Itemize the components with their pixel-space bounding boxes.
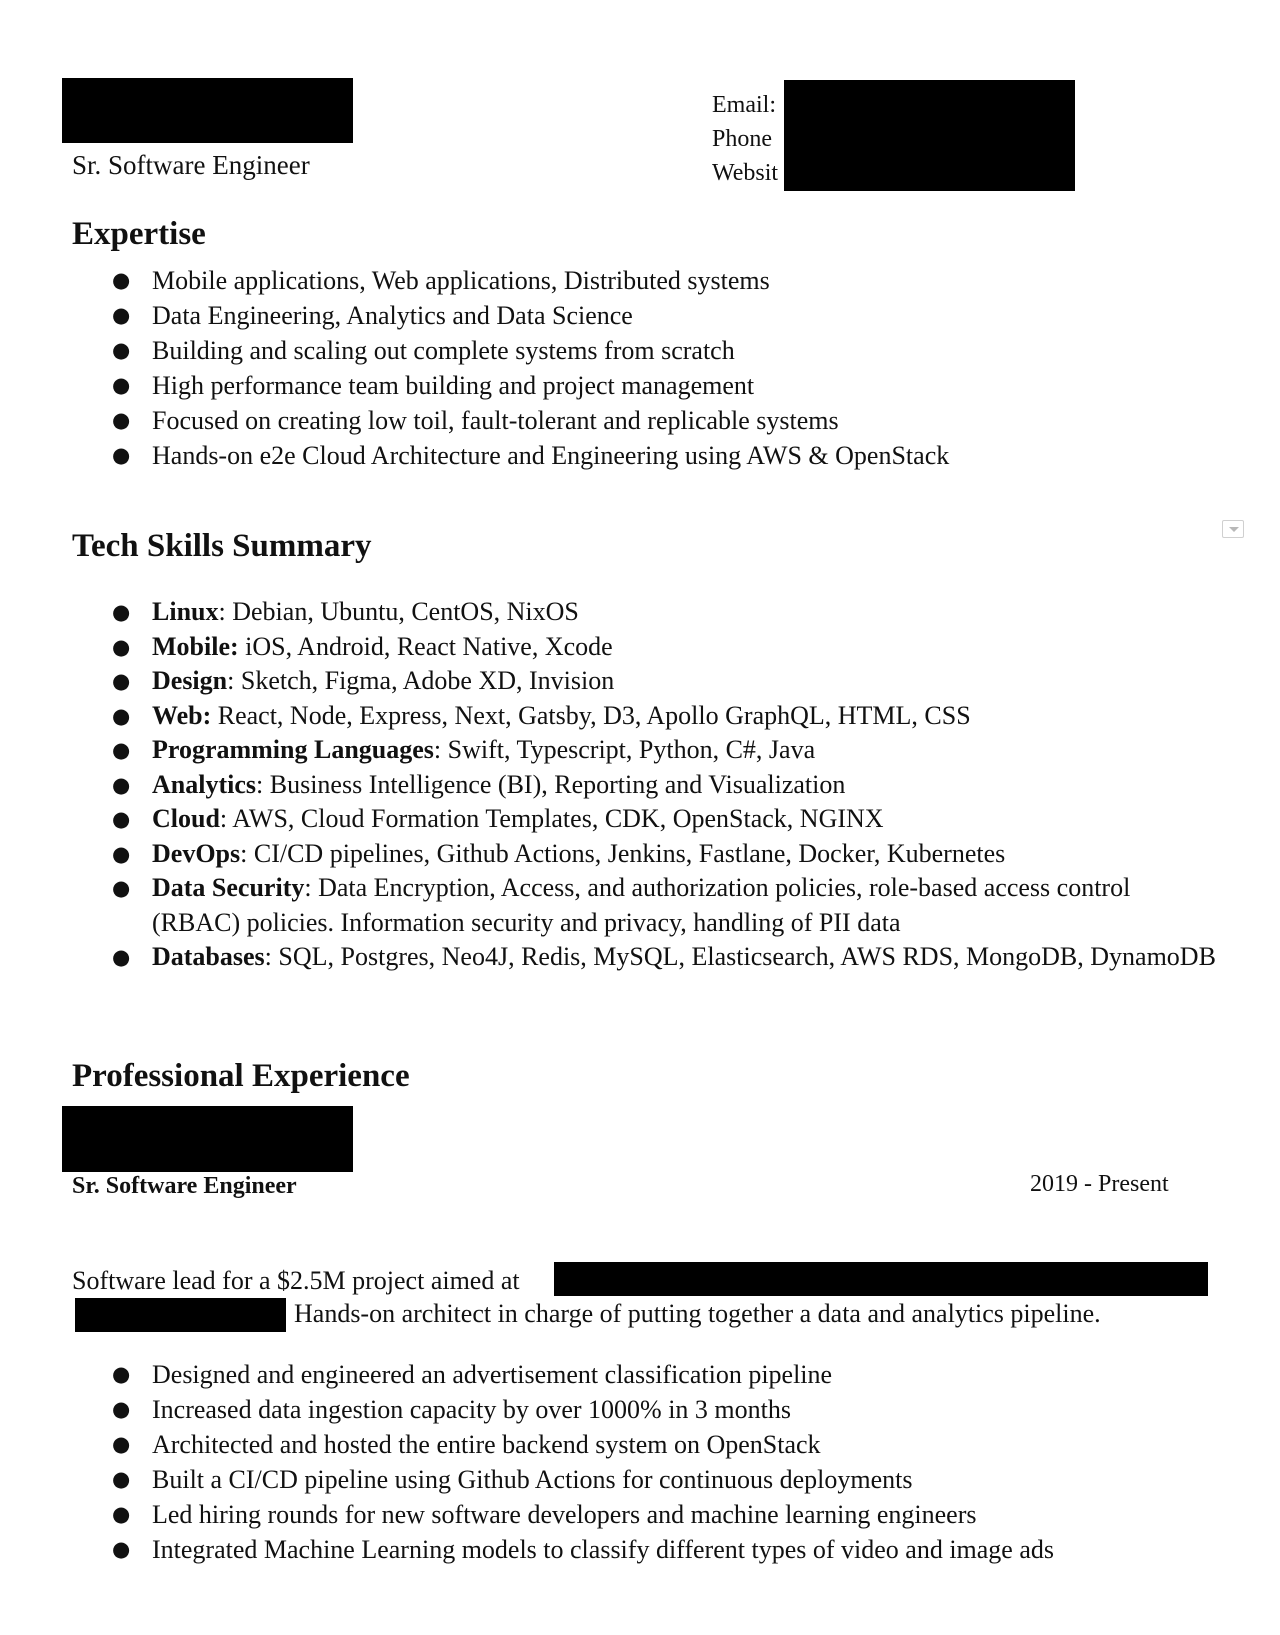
skill-separator: : xyxy=(304,873,312,902)
skill-category-label: Programming Languages xyxy=(152,735,434,764)
skill-category-label: Databases xyxy=(152,942,265,971)
expertise-heading: Expertise xyxy=(72,216,206,252)
skill-separator: : xyxy=(433,735,442,764)
skill-item xyxy=(72,630,1222,665)
skill-item xyxy=(72,871,1222,940)
skill-values: iOS, Android, React Native, Xcode xyxy=(238,631,613,661)
phone-label: Phone xyxy=(712,126,772,152)
expertise-item: ● Data Engineering, Analytics and Data Science xyxy=(72,298,1222,333)
skill-values: SQL, Postgres, Neo4J, Redis, MySQL, Elasticsearch, AWS RDS, MongoDB, DynamoDB xyxy=(271,942,1216,971)
skill-separator: : xyxy=(219,804,228,833)
skill-item xyxy=(72,940,1222,975)
expertise-item: ● High performance team building and project management xyxy=(72,368,1222,403)
skill-separator: : xyxy=(227,666,235,695)
redacted-project-details-2 xyxy=(75,1298,286,1332)
skill-category-label: Analytics xyxy=(152,769,256,799)
job-achievement-item: ● Architected and hosted the entire backend system on OpenStack xyxy=(72,1427,1222,1462)
email-label: Email: xyxy=(712,92,776,118)
contact-block xyxy=(712,88,778,190)
skills-list xyxy=(72,595,1222,975)
job-achievement-item: ● Built a CI/CD pipeline using Github Actions for continuous deployments xyxy=(72,1462,1222,1497)
skill-separator: : xyxy=(218,597,226,626)
dropdown-toggle-icon[interactable] xyxy=(1222,520,1244,538)
skill-values: React, Node, Express, Next, Gatsby, D3, Apollo GraphQL, HTML, CSS xyxy=(211,700,971,730)
skill-item xyxy=(72,699,1222,734)
skill-item xyxy=(72,733,1222,768)
redacted-project-details xyxy=(554,1262,1208,1296)
experience-heading: Professional Experience xyxy=(72,1058,410,1094)
expertise-item: ● Hands-on e2e Cloud Architecture and Engineering using AWS & OpenStack xyxy=(72,438,1222,473)
tech-skills-heading: Tech Skills Summary xyxy=(72,528,372,564)
skill-item xyxy=(72,595,1222,630)
skill-values: Swift, Typescript, Python, C#, Java xyxy=(441,735,816,764)
skill-separator: : xyxy=(240,838,248,868)
expertise-item: ● Building and scaling out complete systems from scratch xyxy=(72,333,1222,368)
skill-category-label: Linux xyxy=(152,597,219,626)
website-label: Websit xyxy=(712,160,779,186)
skill-values: Debian, Ubuntu, CentOS, NixOS xyxy=(225,597,579,626)
job-description-line-1: Software lead for a $2.5M project aimed at xyxy=(72,1266,520,1295)
skill-item xyxy=(72,768,1222,803)
skill-category-label: DevOps xyxy=(152,838,241,868)
job-achievement-item: ● Increased data ingestion capacity by over 1000% in 3 months xyxy=(72,1392,1222,1427)
job-title: Sr. Software Engineer xyxy=(72,1173,297,1199)
expertise-list xyxy=(72,263,1222,473)
skill-item xyxy=(72,802,1222,837)
skill-values: Sketch, Figma, Adobe XD, Invision xyxy=(234,666,615,695)
job-description-line-2: Hands-on architect in charge of putting together a data and analytics pipeline. xyxy=(294,1299,1101,1328)
skill-separator: : xyxy=(264,942,272,971)
job-dates: 2019 - Present xyxy=(1030,1171,1169,1197)
redacted-contact-details xyxy=(784,80,1075,191)
header-role: Sr. Software Engineer xyxy=(72,150,310,180)
job-achievements-list xyxy=(72,1357,1222,1567)
skill-category-label: Data Security xyxy=(152,873,305,902)
expertise-item: ● Focused on creating low toil, fault-tolerant and replicable systems xyxy=(72,403,1222,438)
skill-category-label: Cloud xyxy=(152,804,220,833)
skill-category-label: Design xyxy=(152,666,228,695)
skill-item xyxy=(72,664,1222,699)
expertise-item: ● Mobile applications, Web applications, Distributed systems xyxy=(72,263,1222,298)
redacted-name xyxy=(62,78,353,143)
skill-values: Business Intelligence (BI), Reporting and Visualization xyxy=(263,769,846,799)
job-achievement-item: ● Led hiring rounds for new software developers and machine learning engineers xyxy=(72,1497,1222,1532)
skill-category-label: Web: xyxy=(152,700,212,730)
skill-values: Data Encryption, Access, and authorization policies, role-based access control (RBAC) policies. Information security and privacy, handling of PII data xyxy=(152,873,1131,937)
job-achievement-item: ● Designed and engineered an advertisement classification pipeline xyxy=(72,1357,1222,1392)
skill-item xyxy=(72,837,1222,872)
skill-separator: : xyxy=(256,769,264,799)
redacted-company xyxy=(62,1106,353,1172)
skill-category-label: Mobile: xyxy=(152,631,239,661)
skill-values: CI/CD pipelines, Github Actions, Jenkins, Fastlane, Docker, Kubernetes xyxy=(247,838,1006,868)
skill-values: AWS, Cloud Formation Templates, CDK, OpenStack, NGINX xyxy=(227,804,884,833)
job-achievement-item: ● Integrated Machine Learning models to classify different types of video and image ads xyxy=(72,1532,1222,1567)
